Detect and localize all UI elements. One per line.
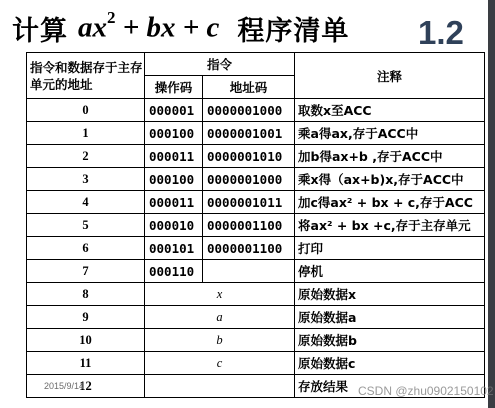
address-code-cell: 0000001000 — [203, 99, 295, 122]
address-cell: 0 — [27, 99, 145, 122]
program-table — [26, 52, 485, 398]
address-cell: 5 — [27, 214, 145, 237]
slide-title — [12, 8, 349, 48]
address-code-cell: 0000001010 — [203, 145, 295, 168]
table-row — [27, 168, 485, 191]
table-row — [27, 122, 485, 145]
title-formula — [78, 8, 220, 45]
window-edge — [488, 0, 495, 408]
title-suffix: 程序清单 — [237, 15, 350, 47]
title-formula-exponent: 2 — [107, 8, 116, 28]
table-row — [27, 99, 485, 122]
table-row — [27, 283, 485, 306]
title-formula-rest: + bx + c — [122, 11, 220, 44]
title-formula-ax: ax — [78, 11, 107, 44]
comment-cell: 原始数据b — [295, 329, 485, 352]
comment-cell: 乘x得（ax+b)x,存于ACC中 — [295, 168, 485, 191]
program-table-body — [27, 99, 485, 398]
comment-cell: 将ax² + bx +c,存于主存单元 — [295, 214, 485, 237]
header-opcode: 操作码 — [145, 76, 203, 99]
comment-cell: 加b得ax+b ,存于ACC中 — [295, 145, 485, 168]
comment-cell: 乘a得ax,存于ACC中 — [295, 122, 485, 145]
table-row — [27, 237, 485, 260]
address-cell: 1 — [27, 122, 145, 145]
table-row — [27, 260, 485, 283]
comment-cell: 原始数据c — [295, 352, 485, 375]
comment-cell: 存放结果 — [295, 375, 485, 398]
comment-cell: 原始数据x — [295, 283, 485, 306]
opcode-cell: 000010 — [145, 214, 203, 237]
header-address: 指令和数据存于主存单元的地址 — [27, 53, 145, 99]
address-cell: 7 — [27, 260, 145, 283]
opcode-cell: 000100 — [145, 168, 203, 191]
table-row — [27, 214, 485, 237]
header-comment: 注释 — [295, 53, 485, 99]
data-value-cell: a — [145, 306, 295, 329]
opcode-cell: 000001 — [145, 99, 203, 122]
address-code-cell: 0000001100 — [203, 214, 295, 237]
table-row — [27, 191, 485, 214]
comment-cell: 取数x至ACC — [295, 99, 485, 122]
header-instruction: 指令 — [145, 53, 295, 76]
address-cell: 8 — [27, 283, 145, 306]
table-row — [27, 329, 485, 352]
comment-cell: 原始数据a — [295, 306, 485, 329]
table-row — [27, 145, 485, 168]
comment-cell: 打印 — [295, 237, 485, 260]
address-code-cell — [203, 260, 295, 283]
data-value-cell — [145, 375, 295, 398]
address-code-cell: 0000001100 — [203, 237, 295, 260]
address-cell: 4 — [27, 191, 145, 214]
table-row — [27, 352, 485, 375]
comment-cell: 加c得ax² + bx + c,存于ACC — [295, 191, 485, 214]
address-code-cell: 0000001001 — [203, 122, 295, 145]
data-value-cell: x — [145, 283, 295, 306]
title-prefix: 计算 — [12, 15, 68, 47]
opcode-cell: 000110 — [145, 260, 203, 283]
address-cell: 11 — [27, 352, 145, 375]
data-value-cell: b — [145, 329, 295, 352]
address-cell: 3 — [27, 168, 145, 191]
comment-cell: 停机 — [295, 260, 485, 283]
opcode-cell: 000101 — [145, 237, 203, 260]
opcode-cell: 000011 — [145, 145, 203, 168]
table-row — [27, 306, 485, 329]
footer-date: 2015/9/14 — [44, 381, 85, 391]
section-number: 1.2 — [418, 14, 464, 51]
header-address-code: 地址码 — [203, 76, 295, 99]
address-code-cell: 0000001011 — [203, 191, 295, 214]
opcode-cell: 000011 — [145, 191, 203, 214]
address-cell: 6 — [27, 237, 145, 260]
address-code-cell: 0000001000 — [203, 168, 295, 191]
watermark: CSDN @zhu0902150102 — [358, 384, 494, 398]
address-cell: 10 — [27, 329, 145, 352]
address-cell: 12 — [27, 375, 145, 398]
data-value-cell: c — [145, 352, 295, 375]
opcode-cell: 000100 — [145, 122, 203, 145]
address-cell: 9 — [27, 306, 145, 329]
address-cell: 2 — [27, 145, 145, 168]
